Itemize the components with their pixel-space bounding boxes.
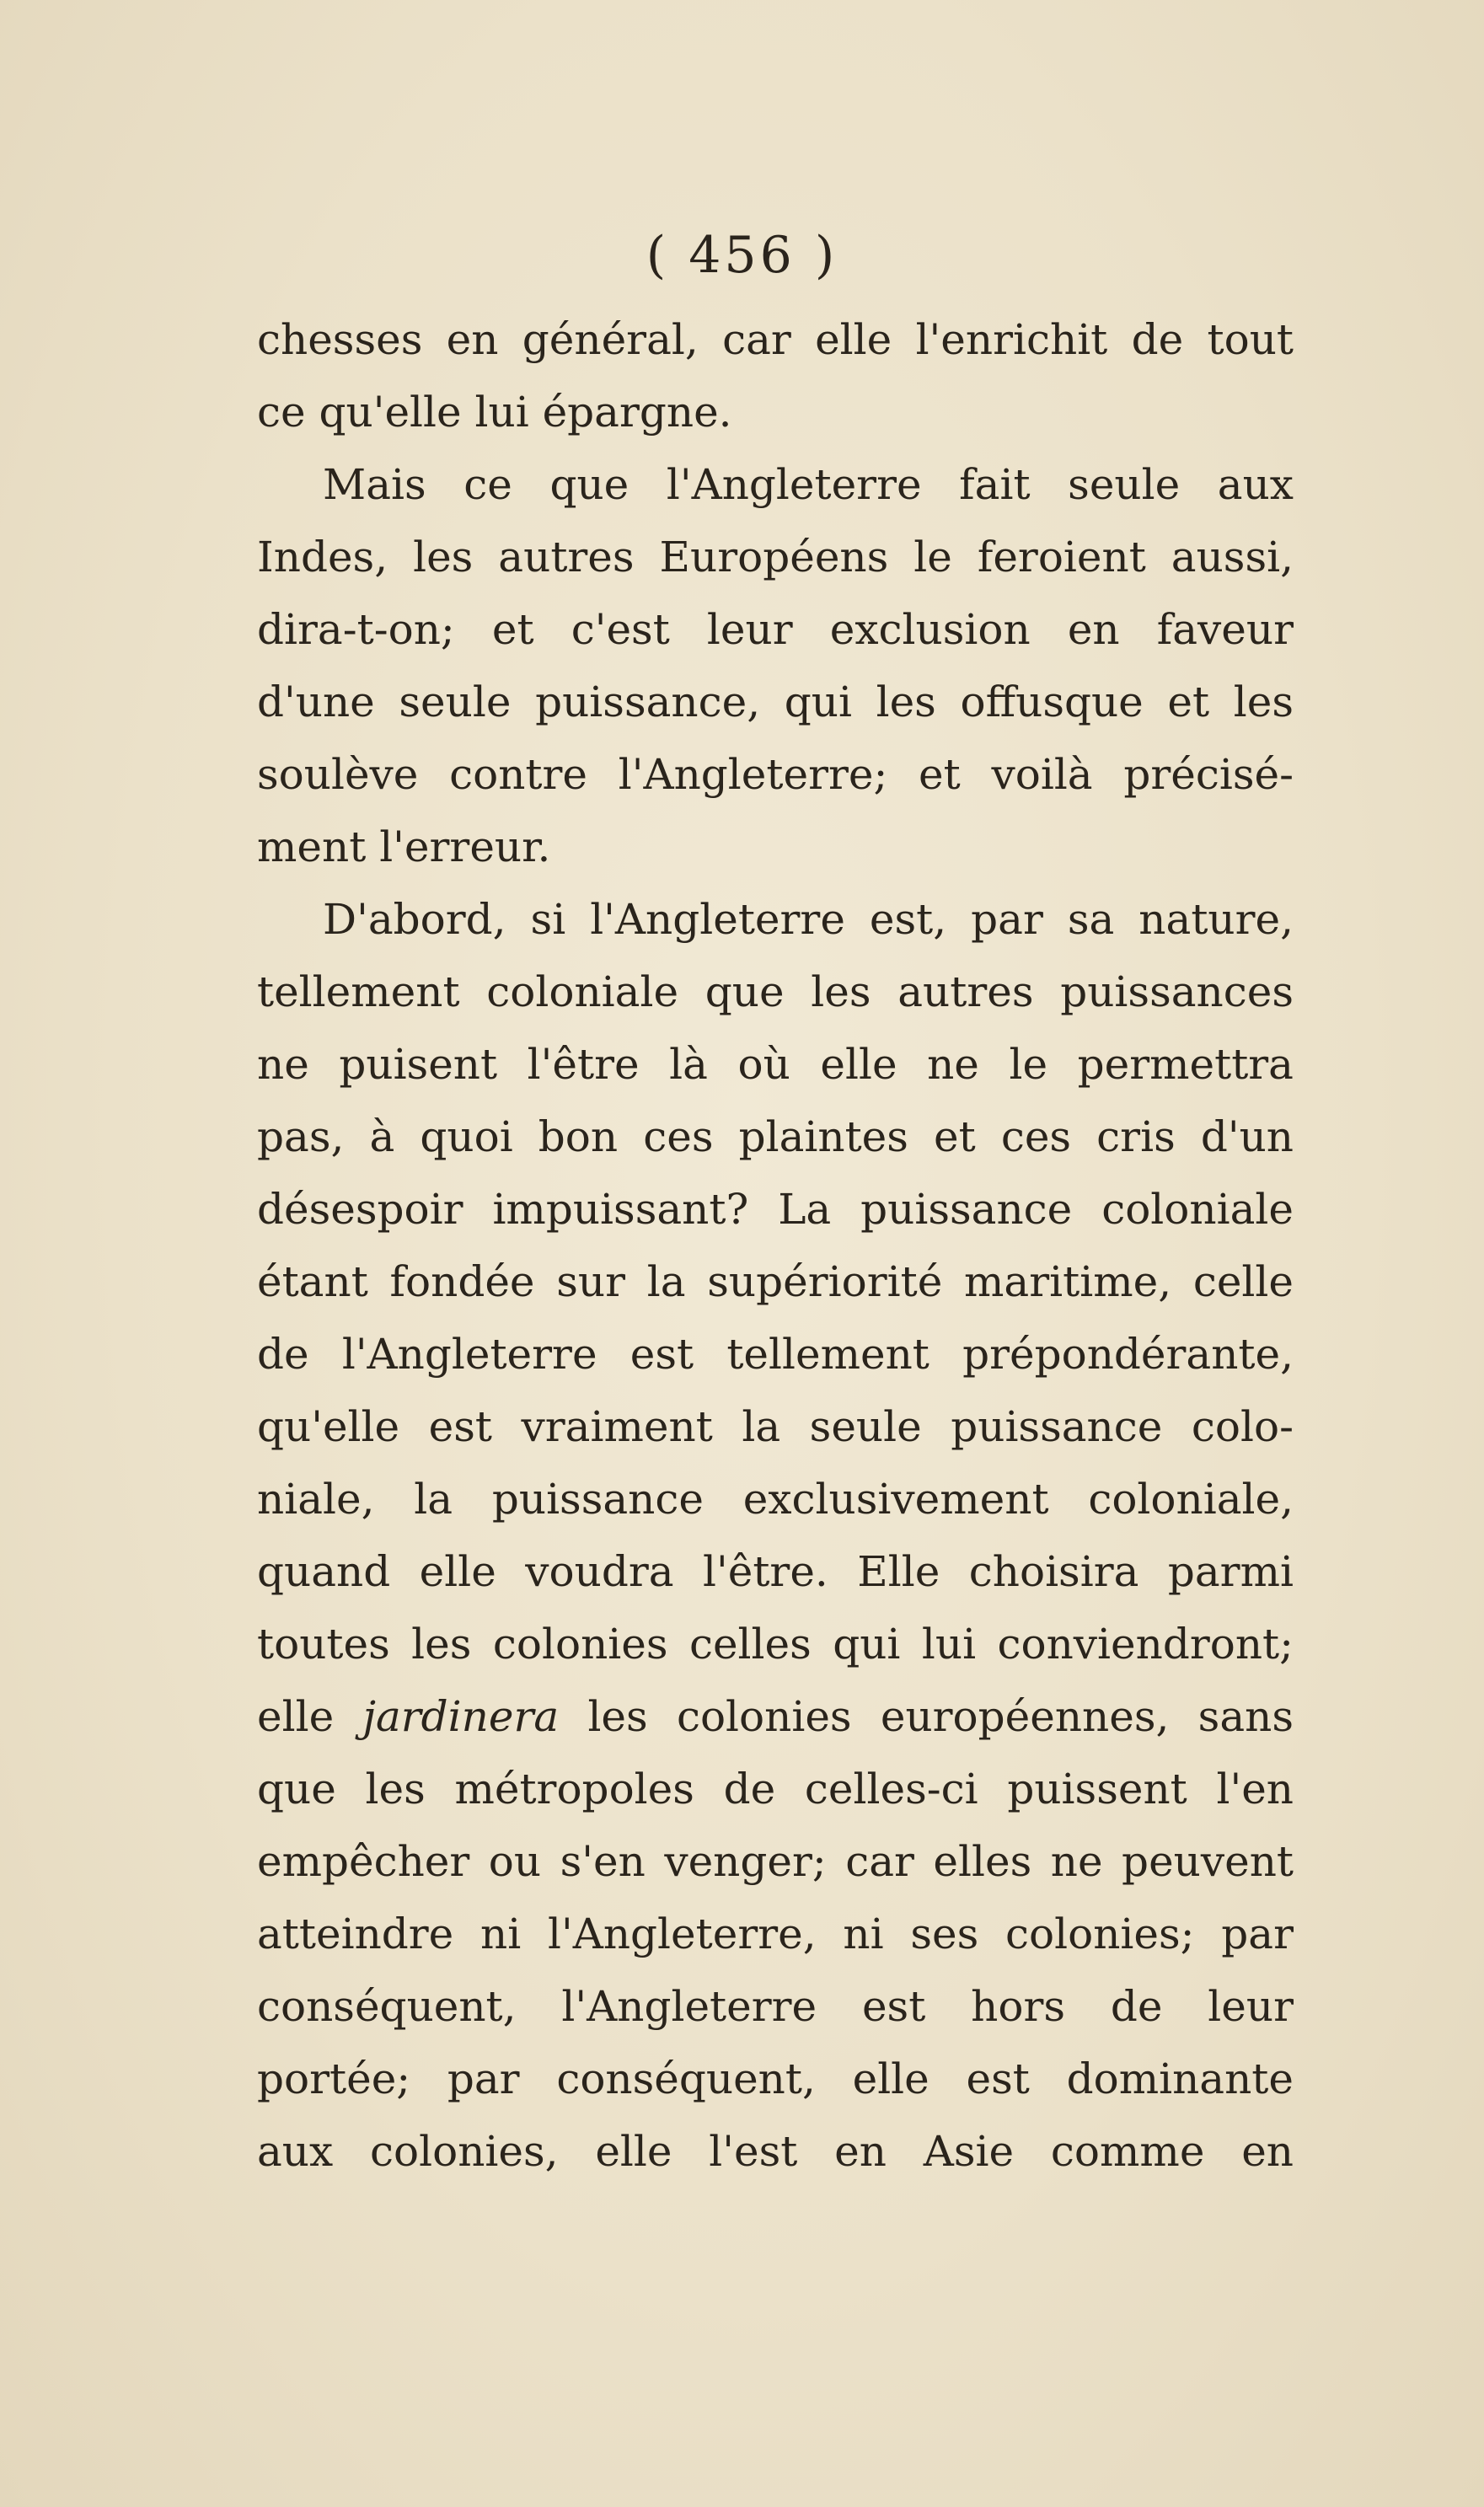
text-line: d'une seule puissance, qui les offusque et les bbox=[257, 678, 1294, 726]
text-line: pas, à quoi bon ces plaintes et ces cris d'un bbox=[257, 1112, 1294, 1161]
text-line: aux colonies, elle l'est en Asie comme en bbox=[257, 2127, 1294, 2176]
text-line: Indes, les autres Européens le feroient aussi, bbox=[257, 533, 1294, 581]
text-line: ne puisent l'être là où elle ne le permettra bbox=[257, 1040, 1294, 1089]
text-line: chesses en général, car elle l'enrichit de tout bbox=[257, 315, 1294, 364]
text-line: empêcher ou s'en venger; car elles ne peuvent bbox=[257, 1837, 1294, 1886]
text-line: soulève contre l'Angleterre; et voilà précisé- bbox=[257, 750, 1294, 799]
text-line: toutes les colonies celles qui lui conviendront; bbox=[257, 1620, 1294, 1669]
italic-word: jardinera bbox=[362, 1692, 560, 1741]
text-line: étant fondée sur la supériorité maritime, celle bbox=[257, 1257, 1294, 1306]
text-line: portée; par conséquent, elle est dominante bbox=[257, 2054, 1294, 2103]
text-line: de l'Angleterre est tellement prépondérante, bbox=[257, 1330, 1294, 1379]
body-text bbox=[257, 303, 1294, 2188]
italic-line-gap bbox=[559, 1692, 587, 1741]
italic-line-before: elle bbox=[257, 1692, 363, 1741]
text-line: désespoir impuissant? La puissance coloniale bbox=[257, 1185, 1294, 1234]
text-line: atteindre ni l'Angleterre, ni ses colonies; par bbox=[257, 1910, 1294, 1958]
text-line: ment l'erreur. bbox=[257, 822, 551, 871]
text-line: dira-t-on; et c'est leur exclusion en faveur bbox=[257, 605, 1294, 654]
text-line: que les métropoles de celles-ci puissent l'en bbox=[257, 1765, 1294, 1813]
text-line: niale, la puissance exclusivement coloniale, bbox=[257, 1475, 1294, 1524]
italic-line-rest: les colonies européennes, sans bbox=[587, 1692, 1294, 1741]
text-line: qu'elle est vraiment la seule puissance colo- bbox=[257, 1402, 1294, 1451]
text-line: quand elle voudra l'être. Elle choisira parmi bbox=[257, 1547, 1294, 1596]
text-line-with-italic bbox=[257, 1680, 1294, 1753]
text-line: conséquent, l'Angleterre est hors de leur bbox=[257, 1982, 1294, 2031]
text-line: ce qu'elle lui épargne. bbox=[257, 388, 732, 437]
page-number: ( 456 ) bbox=[646, 226, 838, 285]
text-line: tellement coloniale que les autres puissances bbox=[257, 967, 1294, 1016]
text-line: Mais ce que l'Angleterre fait seule aux bbox=[323, 460, 1294, 509]
text-line: D'abord, si l'Angleterre est, par sa nature, bbox=[323, 895, 1294, 944]
